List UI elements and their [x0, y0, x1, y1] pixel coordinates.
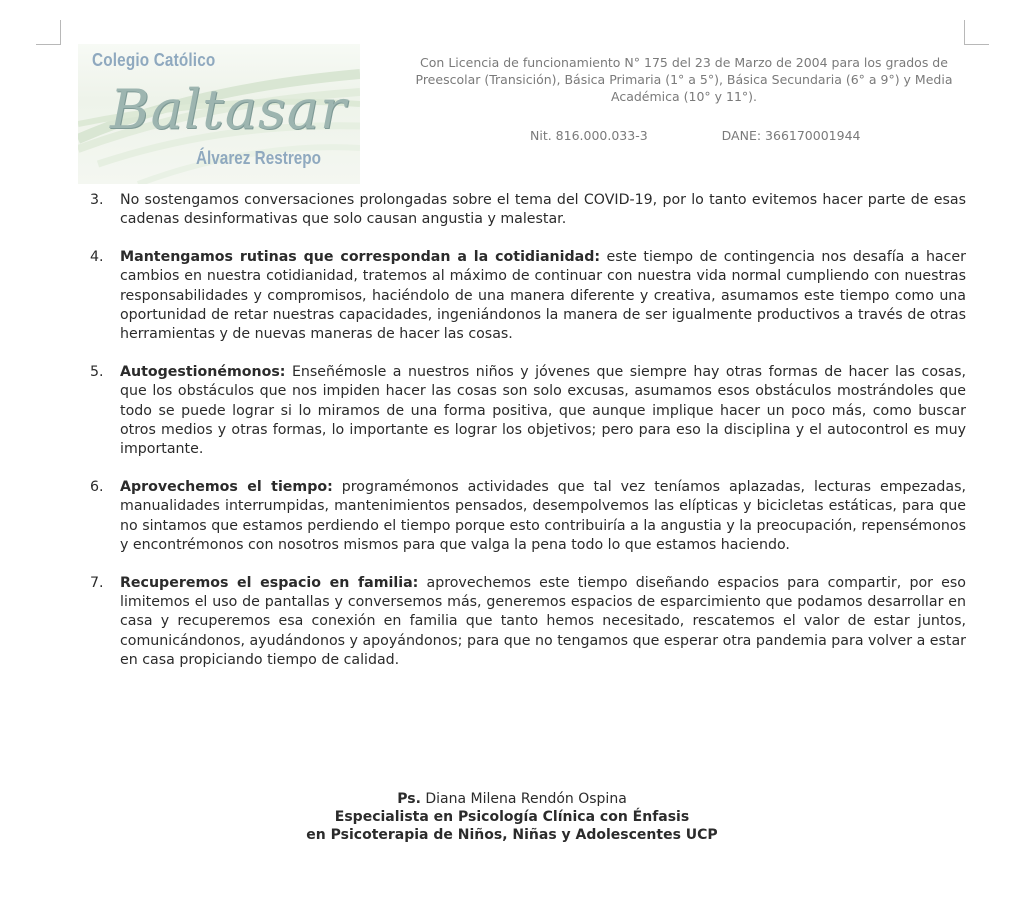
item-title: Mantengamos rutinas que correspondan a la cotidianidad: — [120, 248, 601, 265]
school-logo — [78, 44, 360, 184]
logo-line-alvarez: Álvarez Restrepo — [196, 148, 322, 168]
item-text: No sostengamos conversaciones prolongadas sobre el tema del COVID-19, por lo tanto evitemos hacer parte de esas cadenas desinformativas que solo causan angustia y malestar. — [120, 192, 966, 228]
list-item — [86, 248, 966, 345]
list-item — [86, 191, 966, 230]
item-number: 4. — [90, 248, 104, 265]
signature-prefix: Ps. — [397, 791, 421, 807]
list-item — [86, 478, 966, 556]
item-number: 6. — [90, 478, 104, 495]
item-text: Enseñémosle a nuestros niños y jóvenes que siempre hay otras formas de hacer las cosas, que los obstáculos que nos impiden hacer las cosas son solo excusas, asumamos esos obstáculos mostrándoles que todo se puede lograr si lo miramos de una forma positiva, que aunque implique hacer un poco más, como buscar otros medios y otras formas, lo importante es lograr los objetivos; pero para eso la disciplina y el autocontrol es muy importante. — [120, 363, 966, 458]
item-text: este tiempo de contingencia nos desafía a hacer cambios en nuestra cotidianidad, tratemos al máximo de continuar con nuestra vida normal cumpliendo con nuestras responsabilidades y compromisos, haciéndolo de una manera diferente y creativa, asumamos este tiempo como una oportunidad de retar nuestras capacidades, ingeniándonos la manera de ser igualmente productivos a través de otras herramientas y de nuevas maneras de hacer las cosas. — [120, 248, 966, 343]
signature-specialty: en Psicoterapia de Niños, Niñas y Adolescentes UCP — [306, 827, 718, 843]
logo-line-baltasar: Baltasar — [110, 78, 347, 141]
list-item — [86, 363, 966, 460]
item-number: 3. — [90, 192, 104, 208]
license-text: Con Licencia de funcionamiento N° 175 del 23 de Marzo de 2004 para los grados de Preescolar (Transición), Básica Primaria (1° a 5°), Básica Secundaria (6° a 9°) y Media Académica (10° y 11°). — [415, 55, 953, 104]
signature-name-line — [250, 790, 774, 808]
signature-title: Especialista en Psicología Clínica con Énfasis — [334, 809, 690, 825]
recommendations-list — [86, 191, 966, 689]
crop-mark-top-left — [36, 20, 61, 45]
signature-name: Diana Milena Rendón Ospina — [420, 791, 627, 807]
item-text: programémonos actividades que tal vez teníamos aplazadas, lecturas empezadas, manualidades interrumpidas, mantenimientos pensados, desempolvemos las elípticas y bicicletas estáticas, para que no sintamos que estamos perdiendo el tiempo porque esto contribuiría a la angustia y la preocupación, repensémonos y encontrémonos con nosotros mismos para que valga la pena todo lo que estamos haciendo. — [120, 478, 966, 554]
item-title: Recuperemos el espacio en familia: — [120, 574, 419, 591]
signature-block — [250, 790, 774, 844]
logo-line-colegio: Colegio Católico — [92, 50, 216, 70]
item-title: Aprovechemos el tiempo: — [120, 478, 333, 495]
crop-mark-top-right — [964, 20, 989, 45]
item-title: Autogestionémonos: — [120, 363, 286, 380]
item-text: aprovechemos este tiempo diseñando espacios para compartir, por eso limitemos el uso de pantallas y conversemos más, generemos espacios de esparcimiento que podamos desarrollar en casa y recuperemos esa conexión en familia que tanto hemos necesitado, rescatemos el valor de estar juntos, comunicándonos, ayudándonos y apoyándonos; para que no tengamos que esperar otra pandemia para volver a estar en casa propiciando tiempo de calidad. — [120, 574, 966, 669]
nit-number: Nit. 816.000.033-3 — [530, 128, 648, 143]
item-number: 7. — [90, 574, 104, 591]
school-identifiers — [530, 128, 930, 143]
dane-code: DANE: 366170001944 — [721, 128, 861, 143]
list-item — [86, 574, 966, 671]
item-number: 5. — [90, 363, 104, 380]
